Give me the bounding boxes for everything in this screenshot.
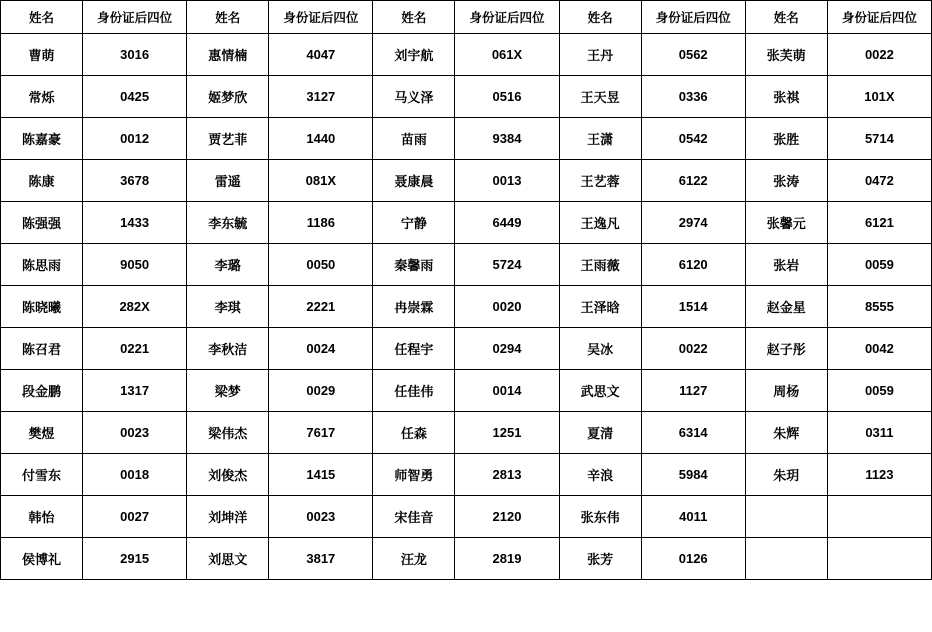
cell-name: 贾艺菲 [187,118,269,160]
cell-name: 张祺 [745,76,827,118]
column-header-name: 姓名 [373,1,455,34]
empty-cell [745,538,827,580]
cell-id-last4: 4047 [269,34,373,76]
table-row [1,454,932,496]
column-header-name: 姓名 [1,1,83,34]
table-row [1,76,932,118]
table-row [1,118,932,160]
table-row [1,328,932,370]
column-header-name: 姓名 [187,1,269,34]
cell-name: 冉崇霖 [373,286,455,328]
cell-id-last4: 2974 [641,202,745,244]
cell-name: 陈召君 [1,328,83,370]
table-row [1,496,932,538]
column-header-id-last4: 身份证后四位 [269,1,373,34]
cell-id-last4: 6121 [827,202,931,244]
cell-id-last4: 2120 [455,496,559,538]
cell-id-last4: 0059 [827,244,931,286]
cell-id-last4: 8555 [827,286,931,328]
cell-id-last4: 0022 [641,328,745,370]
cell-id-last4: 0221 [83,328,187,370]
table-row [1,202,932,244]
cell-id-last4: 081X [269,160,373,202]
cell-name: 赵子彤 [745,328,827,370]
cell-name: 付雪东 [1,454,83,496]
cell-id-last4: 282X [83,286,187,328]
cell-id-last4: 061X [455,34,559,76]
cell-name: 赵金星 [745,286,827,328]
cell-name: 陈嘉豪 [1,118,83,160]
cell-id-last4: 0022 [827,34,931,76]
cell-id-last4: 4011 [641,496,745,538]
cell-name: 张岩 [745,244,827,286]
empty-cell [827,496,931,538]
cell-name: 任佳伟 [373,370,455,412]
cell-name: 师智勇 [373,454,455,496]
cell-id-last4: 101X [827,76,931,118]
cell-id-last4: 6449 [455,202,559,244]
cell-id-last4: 0027 [83,496,187,538]
cell-name: 梁伟杰 [187,412,269,454]
cell-name: 王潇 [559,118,641,160]
cell-name: 王艺蓉 [559,160,641,202]
cell-id-last4: 5724 [455,244,559,286]
cell-name: 任程宇 [373,328,455,370]
cell-name: 刘思文 [187,538,269,580]
cell-id-last4: 0516 [455,76,559,118]
cell-id-last4: 0126 [641,538,745,580]
cell-id-last4: 3127 [269,76,373,118]
cell-name: 朱玥 [745,454,827,496]
table-body [1,34,932,580]
cell-id-last4: 9050 [83,244,187,286]
cell-id-last4: 0012 [83,118,187,160]
cell-name: 樊煜 [1,412,83,454]
cell-id-last4: 2819 [455,538,559,580]
cell-name: 李秋洁 [187,328,269,370]
cell-id-last4: 2813 [455,454,559,496]
cell-id-last4: 1186 [269,202,373,244]
cell-id-last4: 0336 [641,76,745,118]
cell-id-last4: 0029 [269,370,373,412]
cell-id-last4: 6122 [641,160,745,202]
cell-name: 宁静 [373,202,455,244]
cell-name: 周杨 [745,370,827,412]
cell-id-last4: 0294 [455,328,559,370]
cell-name: 刘宇航 [373,34,455,76]
cell-id-last4: 1123 [827,454,931,496]
cell-name: 陈思雨 [1,244,83,286]
cell-id-last4: 5714 [827,118,931,160]
column-header-id-last4: 身份证后四位 [455,1,559,34]
cell-name: 侯博礼 [1,538,83,580]
cell-id-last4: 2221 [269,286,373,328]
cell-name: 武思文 [559,370,641,412]
cell-name: 吴冰 [559,328,641,370]
cell-id-last4: 3678 [83,160,187,202]
cell-id-last4: 1127 [641,370,745,412]
cell-name: 陈强强 [1,202,83,244]
table-row [1,160,932,202]
cell-id-last4: 6314 [641,412,745,454]
cell-id-last4: 0018 [83,454,187,496]
cell-id-last4: 1514 [641,286,745,328]
cell-name: 刘俊杰 [187,454,269,496]
cell-id-last4: 0014 [455,370,559,412]
header-row [1,1,932,34]
table-row [1,538,932,580]
cell-name: 韩怡 [1,496,83,538]
cell-id-last4: 3016 [83,34,187,76]
cell-id-last4: 7617 [269,412,373,454]
cell-id-last4: 0311 [827,412,931,454]
cell-name: 任森 [373,412,455,454]
cell-name: 刘坤洋 [187,496,269,538]
cell-id-last4: 0050 [269,244,373,286]
cell-id-last4: 0024 [269,328,373,370]
cell-id-last4: 0023 [83,412,187,454]
table-header [1,1,932,34]
table-row [1,286,932,328]
cell-name: 王泽晗 [559,286,641,328]
cell-name: 宋佳音 [373,496,455,538]
cell-id-last4: 1440 [269,118,373,160]
cell-name: 张馨元 [745,202,827,244]
cell-name: 陈康 [1,160,83,202]
cell-id-last4: 0020 [455,286,559,328]
cell-name: 梁梦 [187,370,269,412]
cell-id-last4: 1317 [83,370,187,412]
cell-name: 王天昱 [559,76,641,118]
cell-name: 汪龙 [373,538,455,580]
cell-name: 夏清 [559,412,641,454]
cell-id-last4: 9384 [455,118,559,160]
cell-name: 张胜 [745,118,827,160]
cell-name: 张芙萌 [745,34,827,76]
cell-id-last4: 3817 [269,538,373,580]
cell-id-last4: 0562 [641,34,745,76]
cell-name: 张涛 [745,160,827,202]
cell-name: 秦馨雨 [373,244,455,286]
empty-cell [827,538,931,580]
cell-name: 常烁 [1,76,83,118]
cell-id-last4: 0023 [269,496,373,538]
table-row [1,244,932,286]
cell-name: 马义泽 [373,76,455,118]
cell-id-last4: 1251 [455,412,559,454]
cell-id-last4: 0542 [641,118,745,160]
cell-name: 王逸凡 [559,202,641,244]
cell-name: 李琪 [187,286,269,328]
column-header-id-last4: 身份证后四位 [827,1,931,34]
cell-id-last4: 1433 [83,202,187,244]
empty-cell [745,496,827,538]
column-header-name: 姓名 [559,1,641,34]
cell-name: 李东毓 [187,202,269,244]
cell-id-last4: 0472 [827,160,931,202]
cell-id-last4: 2915 [83,538,187,580]
column-header-id-last4: 身份证后四位 [641,1,745,34]
cell-name: 惠情楠 [187,34,269,76]
column-header-name: 姓名 [745,1,827,34]
cell-name: 辛浪 [559,454,641,496]
cell-id-last4: 0013 [455,160,559,202]
cell-name: 姬梦欣 [187,76,269,118]
cell-id-last4: 0042 [827,328,931,370]
cell-name: 雷遥 [187,160,269,202]
cell-name: 王雨薇 [559,244,641,286]
cell-name: 苗雨 [373,118,455,160]
table-row [1,370,932,412]
table-row [1,412,932,454]
cell-name: 段金鹏 [1,370,83,412]
cell-name: 王丹 [559,34,641,76]
cell-id-last4: 5984 [641,454,745,496]
cell-id-last4: 0425 [83,76,187,118]
cell-id-last4: 6120 [641,244,745,286]
column-header-id-last4: 身份证后四位 [83,1,187,34]
cell-name: 张芳 [559,538,641,580]
table-row [1,34,932,76]
cell-name: 李璐 [187,244,269,286]
cell-name: 朱辉 [745,412,827,454]
cell-name: 陈晓曦 [1,286,83,328]
cell-name: 张东伟 [559,496,641,538]
cell-id-last4: 0059 [827,370,931,412]
cell-name: 曹萌 [1,34,83,76]
cell-id-last4: 1415 [269,454,373,496]
cell-name: 聂康晨 [373,160,455,202]
